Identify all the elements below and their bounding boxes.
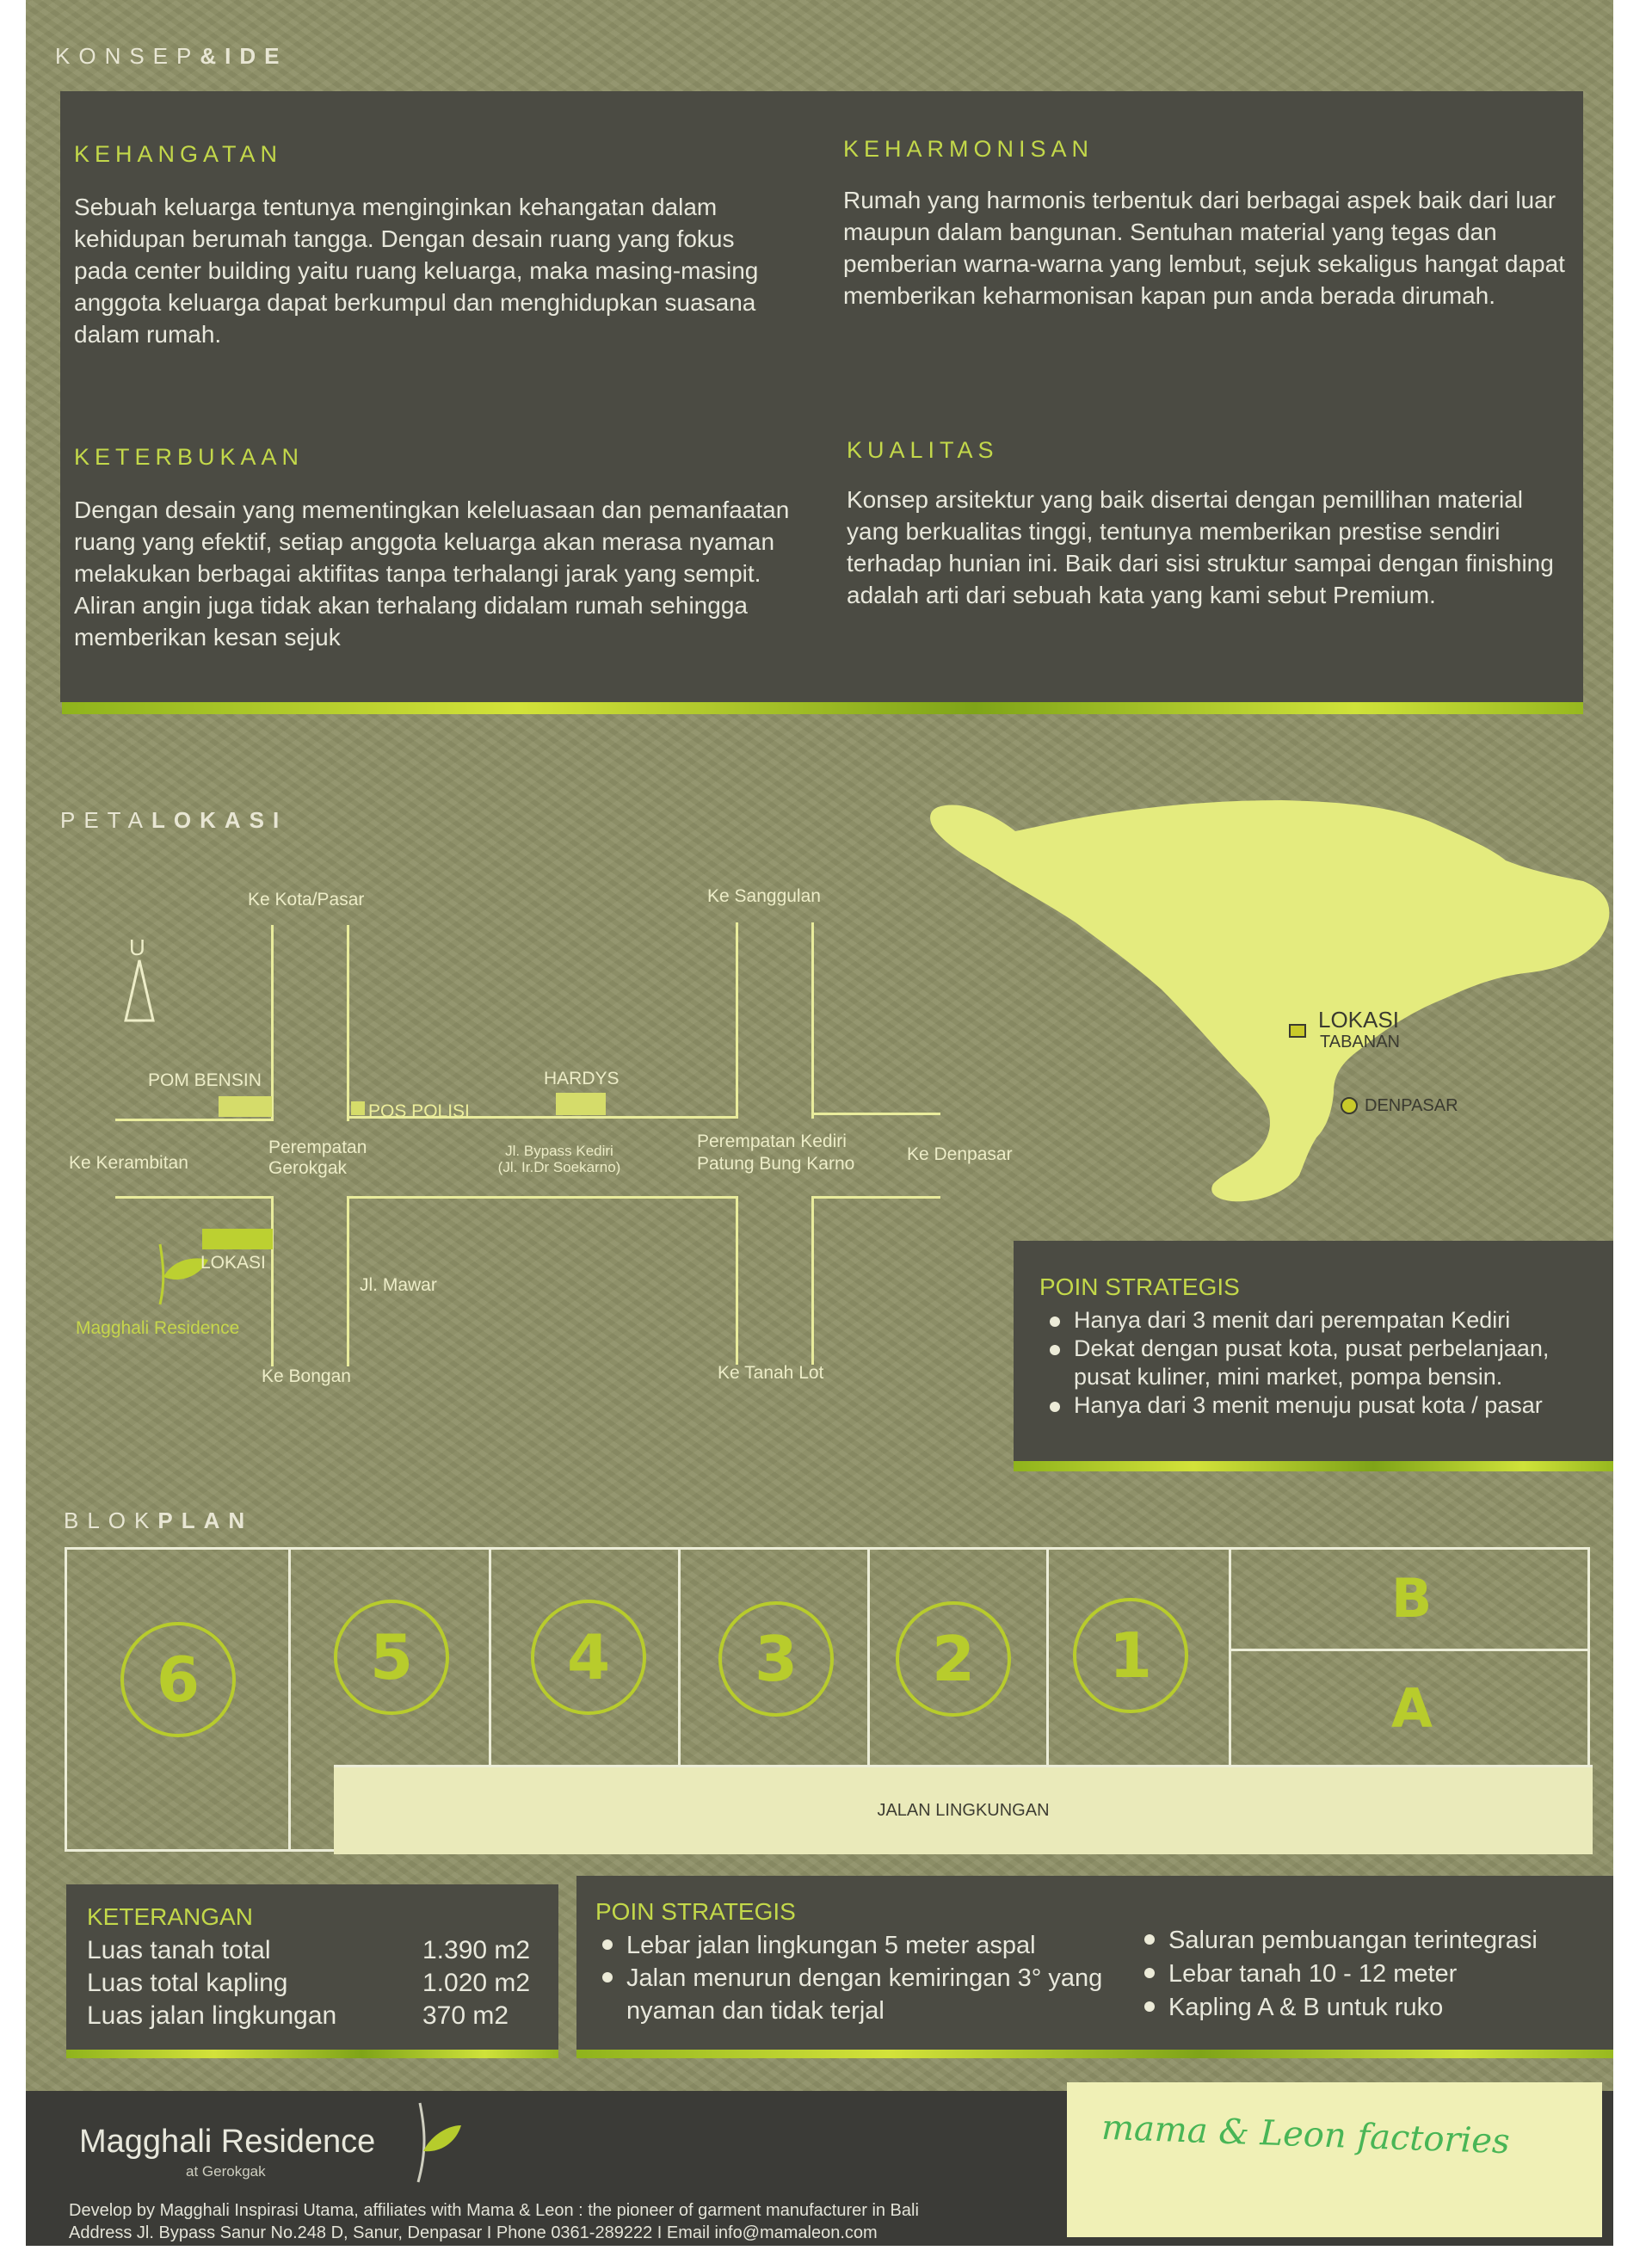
concept-panel-stripe — [62, 702, 1583, 714]
hardys-marker — [556, 1093, 606, 1115]
plan-section-title — [64, 1508, 253, 1534]
map-strategic-item: Dekat dengan pusat kota, pusat perbelanjaan, pusat kuliner, mini market, pompa bensin. — [1045, 1335, 1604, 1391]
map-strategic-heading: POIN STRATEGIS — [1039, 1273, 1240, 1300]
plan-strategic-item: Kapling A & B untuk ruko — [1139, 1991, 1604, 2025]
map-strategic-item: Hanya dari 3 menit menuju pusat kota / pasar — [1045, 1391, 1604, 1420]
keterangan-label: Luas tanah total — [87, 1936, 271, 1964]
label-ke-tanah-lot: Ke Tanah Lot — [718, 1363, 824, 1383]
handwritten-note: mama & Leon factories — [1100, 2107, 1511, 2162]
plan-strategic-col1 — [597, 1929, 1105, 2027]
jalan-lingkungan: JALAN LINGKUNGAN — [334, 1765, 1593, 1854]
bali-island-shape — [903, 792, 1613, 1213]
lot-number-2: 2 — [896, 1601, 1011, 1717]
shop-lot-a — [1231, 1651, 1590, 1765]
pos-polisi-marker — [351, 1101, 365, 1115]
lot-number-6: 6 — [120, 1622, 236, 1737]
label-ke-kota: Ke Kota/Pasar — [248, 890, 365, 910]
label-pom-bensin: POM BENSIN — [148, 1070, 262, 1090]
plan-strategic-item: Lebar jalan lingkungan 5 meter aspal — [597, 1929, 1105, 1962]
road-bongan-left — [271, 1198, 274, 1366]
footer-developer-line: Develop by Magghali Inspirasi Utama, affiliates with Mama & Leon : the pioneer of garment manufacturer in Bali — [69, 2201, 919, 2220]
road-kota-left — [271, 925, 274, 1121]
concept-title-light: KONSEP — [55, 43, 200, 69]
label-jl-mawar: Jl. Mawar — [360, 1275, 437, 1295]
label-hardys: HARDYS — [544, 1069, 620, 1088]
concept-heading-kehangatan: KEHANGATAN — [74, 141, 283, 167]
plan-strategic-panel — [576, 1876, 1613, 2050]
keterangan-row — [87, 2000, 543, 2032]
lot-5 — [291, 1550, 491, 1765]
north-arrow-icon — [122, 959, 157, 1024]
map-strategic-item: Hanya dari 3 menit dari perempatan Kediri — [1045, 1306, 1604, 1335]
lot-number-1: 1 — [1073, 1598, 1188, 1713]
plan-title-bold: PLAN — [157, 1508, 254, 1533]
map-title-bold: LOKASI — [151, 807, 288, 833]
road-tanahlot-right — [811, 1198, 814, 1365]
label-perempatan-gerokgak-line2: Gerokgak — [268, 1158, 348, 1178]
block-plan — [65, 1547, 1590, 1852]
road-main-top-west — [115, 1119, 274, 1121]
lot-1 — [1049, 1550, 1231, 1765]
plan-strategic-item: Lebar tanah 10 - 12 meter — [1139, 1958, 1604, 1991]
keterangan-stripe — [66, 2050, 558, 2058]
label-perempatan-kediri — [697, 1131, 854, 1175]
road-kota-right — [347, 925, 349, 1121]
brand-leaf-logo-icon — [404, 2100, 465, 2186]
island-lokasi-marker — [1289, 1024, 1306, 1038]
map-title-light: PETA — [60, 807, 151, 833]
keterangan-heading: KETERANGAN — [87, 1903, 253, 1930]
lot-4 — [491, 1550, 681, 1765]
sticky-note — [1067, 2082, 1602, 2237]
concept-body-keharmonisan: Rumah yang harmonis terbentuk dari berbagai aspek baik dari luar maupun dalam bangunan. Sentuhan material yang tegas dan pemberian warna-warna yang lembut, sejuk sekaligus hangat dapat memberikan keharmonisan kapan pun anda berada dirumah. — [843, 187, 1565, 309]
concept-panel — [60, 91, 1583, 702]
keterangan-label: Luas jalan lingkungan — [87, 2001, 337, 2030]
lot-number-3: 3 — [718, 1601, 834, 1717]
concept-title-bold: &IDE — [200, 43, 288, 69]
island-tabanan-label: TABANAN — [1320, 1033, 1400, 1051]
label-perempatan-gerokgak-line1: Perempatan — [268, 1138, 367, 1157]
concept-body-kehangatan: Sebuah keluarga tentunya menginginkan kehangatan dalam kehidupan berumah tangga. Dengan desain ruang yang fokus pada center building yaitu ruang keluarga, maka masing-masing anggota keluarga dapat berkumpul dan menghidupkan suasana dalam rumah. — [74, 194, 759, 348]
north-letter: U — [129, 934, 145, 960]
plan-title-light: BLOK — [64, 1508, 158, 1533]
island-denpasar-label: DENPASAR — [1365, 1096, 1458, 1115]
keterangan-value: 1.390 m2 — [422, 1936, 531, 1964]
plan-strategic-item: Saluran pembuangan terintegrasi — [1139, 1924, 1604, 1958]
lot-number-4: 4 — [531, 1600, 646, 1715]
road-tanahlot-left — [736, 1198, 738, 1365]
label-perempatan-gerokgak — [268, 1138, 367, 1179]
lokasi-marker — [202, 1229, 273, 1249]
keterangan-table — [87, 1934, 543, 2032]
road-main-bottom-mid — [347, 1196, 738, 1199]
shop-letter-b: B — [1391, 1567, 1433, 1630]
map-strategic-stripe — [1014, 1461, 1613, 1471]
keterangan-row — [87, 1967, 543, 2000]
shop-letter-a: A — [1391, 1677, 1433, 1740]
shop-lot-b — [1231, 1550, 1590, 1651]
road-sanggulan-right — [811, 922, 814, 1119]
concept-body-kualitas: Konsep arsitektur yang baik disertai dengan pemillihan material yang berkualitas tinggi, tentunya memberikan prestise sendiri terhadap hunian ini. Baik dari sisi struktur sampai dengan finishing adalah arti dari sebuah kata yang kami sebut Premium. — [847, 486, 1554, 608]
concept-heading-kualitas: KUALITAS — [847, 437, 999, 463]
plan-strategic-heading: POIN STRATEGIS — [595, 1898, 796, 1925]
label-perempatan-kediri-line2: Patung Bung Karno — [697, 1154, 855, 1174]
island-denpasar-marker — [1341, 1097, 1358, 1114]
label-pos-polisi: POS POLISI — [368, 1101, 470, 1121]
road-main-bottom-west — [115, 1196, 274, 1199]
bali-island-map — [903, 792, 1613, 1213]
concept-section-title — [55, 43, 288, 70]
label-bypass-line2: (Jl. Ir.Dr Soekarno) — [497, 1159, 621, 1175]
footer-brand-sub: at Gerokgak — [186, 2163, 266, 2180]
footer-brand: Magghali Residence — [79, 2124, 376, 2160]
map-strategic-panel — [1014, 1241, 1613, 1461]
island-lokasi-label: LOKASI — [1318, 1007, 1399, 1033]
road-sanggulan-left — [736, 922, 738, 1119]
keterangan-label: Luas total kapling — [87, 1969, 288, 1997]
plan-strategic-stripe — [576, 2050, 1613, 2058]
pom-bensin-marker — [219, 1096, 272, 1117]
label-ke-denpasar: Ke Denpasar — [907, 1144, 1013, 1164]
label-perempatan-kediri-line1: Perempatan Kediri — [697, 1132, 847, 1151]
label-bypass-line1: Jl. Bypass Kediri — [505, 1143, 613, 1159]
label-magghali-residence: Magghali Residence — [76, 1318, 240, 1338]
lot-6 — [67, 1550, 291, 1849]
lot-number-5: 5 — [334, 1600, 449, 1715]
road-bongan-right — [347, 1198, 349, 1366]
map-section-title — [60, 807, 287, 834]
label-ke-kerambitan: Ke Kerambitan — [69, 1153, 188, 1173]
brochure-page — [26, 0, 1613, 2246]
concept-heading-keterbukaan: KETERBUKAAN — [74, 444, 305, 470]
label-ke-sanggulan: Ke Sanggulan — [707, 886, 821, 906]
label-lokasi: LOKASI — [200, 1253, 266, 1273]
lot-2 — [870, 1550, 1049, 1765]
lot-3 — [681, 1550, 870, 1765]
keterangan-row — [87, 1934, 543, 1967]
concept-heading-keharmonisan: KEHARMONISAN — [843, 136, 1094, 162]
keterangan-panel — [66, 1884, 558, 2050]
keterangan-value: 1.020 m2 — [422, 1969, 531, 1997]
concept-body-keterbukaan: Dengan desain yang mementingkan keleluasaan dan pemanfaatan ruang yang efektif, setiap anggota keluarga akan merasa nyaman melakukan berbagai aktifitas tanpa terhalangi jarak yang sempit. Aliran angin juga tidak akan terhalang didalam rumah sehingga memberikan kesan sejuk — [74, 496, 790, 651]
map-strategic-list — [1045, 1306, 1604, 1420]
label-ke-bongan: Ke Bongan — [262, 1366, 351, 1386]
label-bypass — [460, 1143, 658, 1175]
footer-address-line: Address Jl. Bypass Sanur No.248 D, Sanur, Denpasar I Phone 0361-289222 I Email info@mamaleon.com — [69, 2223, 878, 2242]
plan-strategic-col2 — [1139, 1924, 1604, 2025]
plan-strategic-item: Jalan menurun dengan kemiringan 3° yang nyaman dan tidak terjal — [597, 1962, 1105, 2027]
keterangan-value: 370 m2 — [422, 2001, 509, 2030]
